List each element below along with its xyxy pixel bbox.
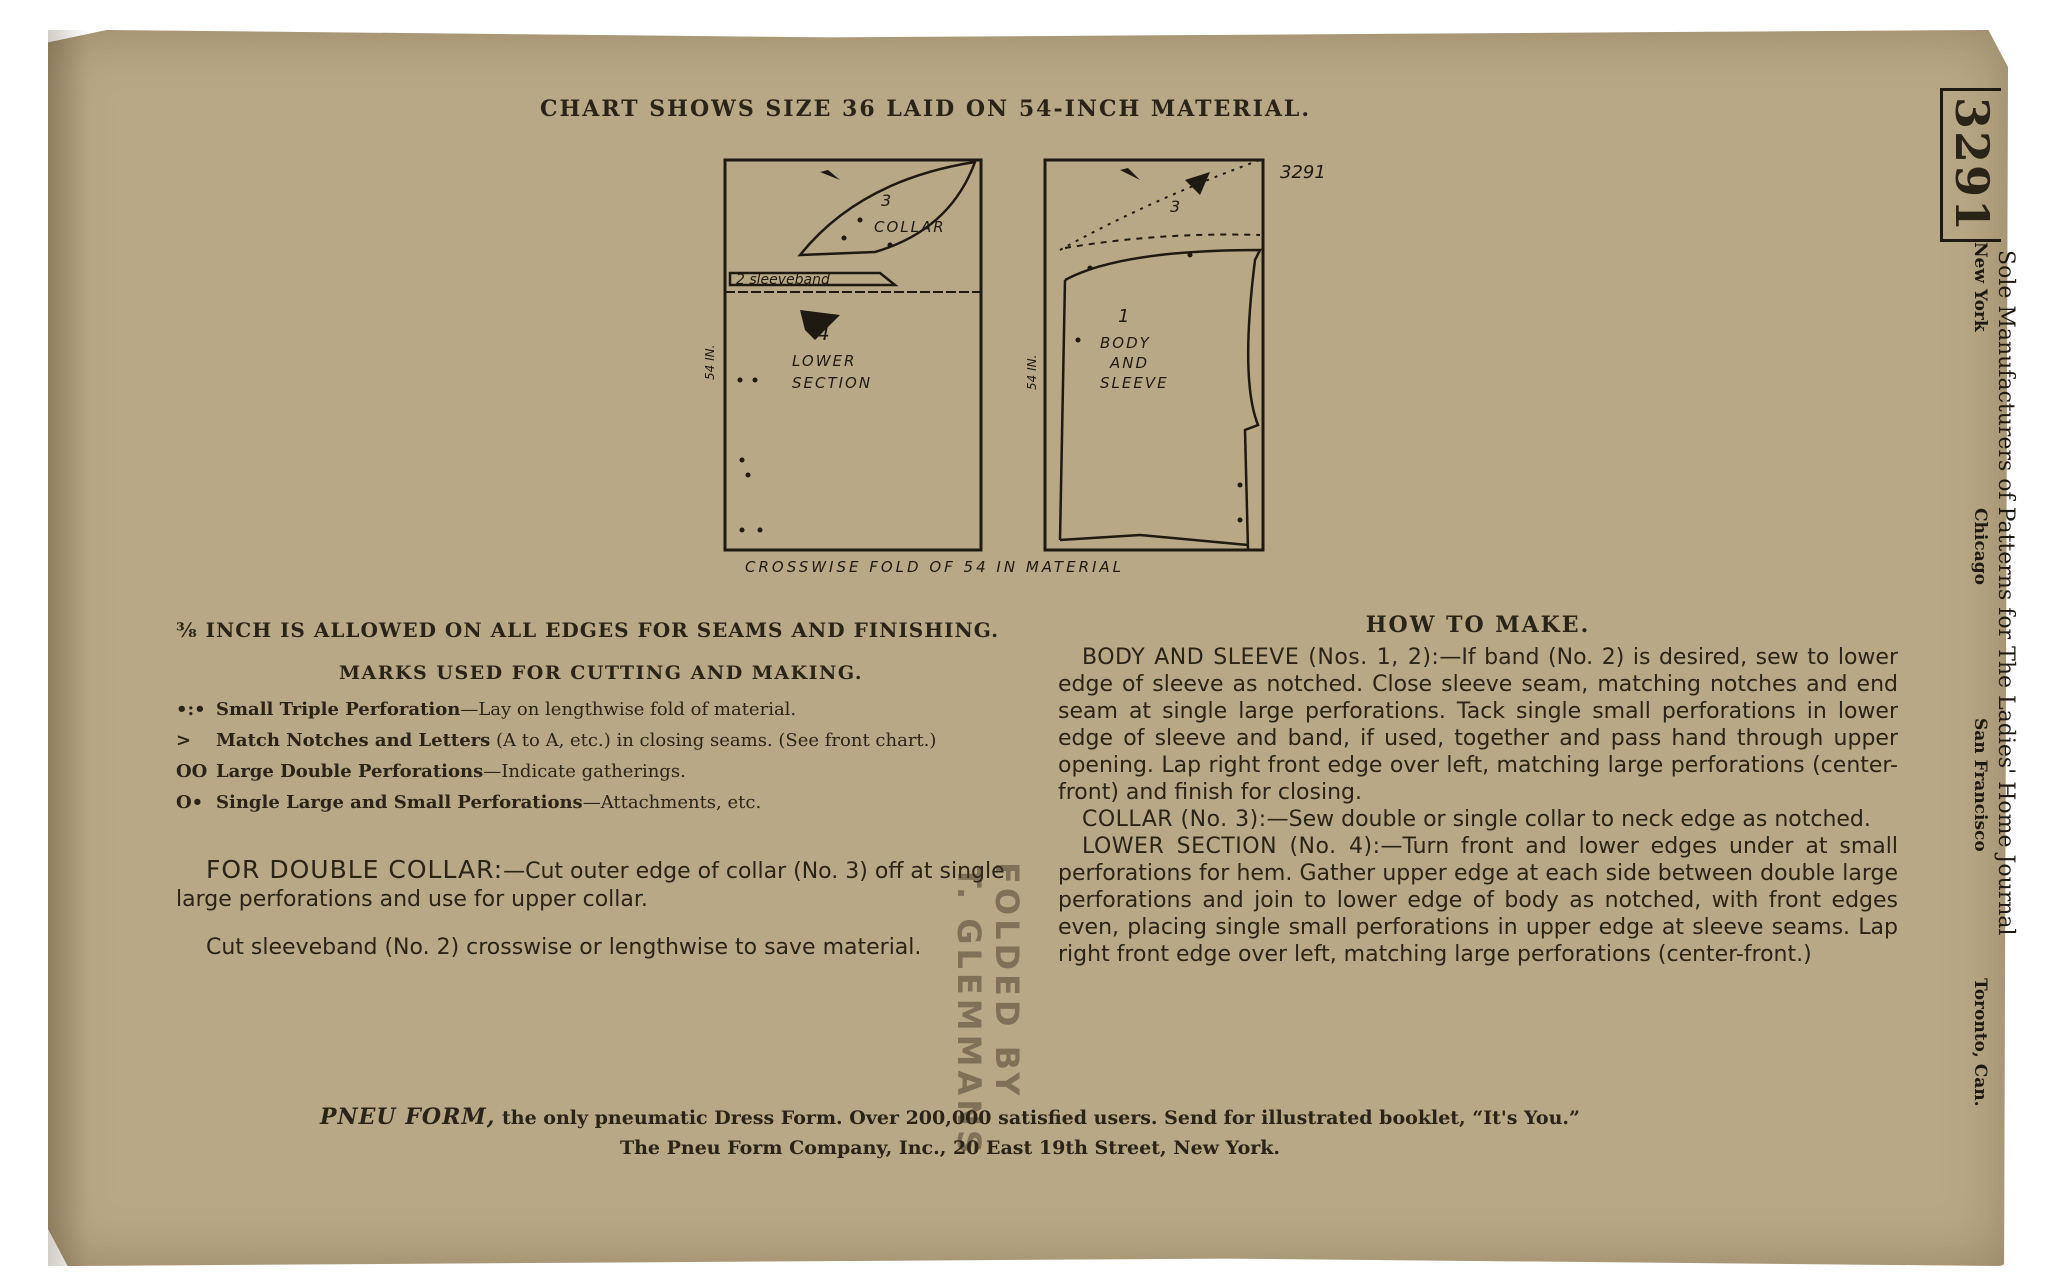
manufacturer-side-text bbox=[1938, 242, 2028, 1150]
seam-allowance-note: ⅜ INCH IS ALLOWED ON ALL EDGES FOR SEAMS AND FINISHING. bbox=[176, 618, 1000, 642]
instruction-head: BODY AND SLEEVE (Nos. 1, 2): bbox=[1082, 645, 1440, 670]
footer-line-2: The Pneu Form Company, Inc., 20 East 19th Street, New York. bbox=[619, 1137, 1281, 1159]
collar-mark bbox=[820, 170, 840, 180]
right-panel bbox=[1025, 160, 1326, 550]
double-collar-text: —Cut outer edge of collar (No. 3) off at single large perforations and use for upper collar. bbox=[176, 859, 1005, 912]
mark-item bbox=[176, 727, 1026, 754]
notch-symbol: > bbox=[176, 730, 192, 751]
fold-dotted-line bbox=[1065, 235, 1260, 248]
mark-description: (A to A, etc.) in closing seams. (See front chart.) bbox=[490, 730, 937, 751]
manufacturers-line: Sole Manufacturers of Patterns for The Ladies' Home Journal bbox=[1993, 250, 2018, 936]
lower-label-1: LOWER bbox=[792, 352, 857, 370]
body-label-1: BODY bbox=[1100, 334, 1151, 352]
layout-diagram bbox=[700, 140, 1340, 580]
diagram-pattern-number: 3291 bbox=[1280, 162, 1326, 183]
left-side-label: 54 IN. bbox=[703, 344, 717, 380]
how-to-make-title: HOW TO MAKE. bbox=[1365, 612, 1591, 638]
instruction-text: —Sew double or single collar to neck edge as notched. bbox=[1266, 807, 1871, 832]
instruction-head: LOWER SECTION (No. 4): bbox=[1082, 834, 1381, 859]
body-piece bbox=[1065, 250, 1260, 550]
pattern-number: 3291 bbox=[1945, 96, 1999, 234]
right-side-label: 54 IN. bbox=[1025, 354, 1039, 390]
mark-item bbox=[176, 758, 1026, 785]
footer-line-1 bbox=[300, 1102, 1600, 1133]
mark-description: —Attachments, etc. bbox=[582, 792, 762, 813]
mark-item bbox=[176, 696, 1026, 723]
how-to-make-column bbox=[1058, 612, 1898, 968]
mark-term: Small Triple Perforation bbox=[216, 699, 461, 720]
double-collar-lead: FOR DOUBLE COLLAR: bbox=[206, 855, 504, 884]
left-column bbox=[176, 616, 1026, 962]
instruction-text: —If band (No. 2) is desired, sew to lower edge of sleeve as notched. Close sleeve seam, matching notches and end seam at single large perforations. Tack single small perforations in lower edge of sleeve and band, if used, together and pass hand through upper opening. Lap right front edge over left, matching large perforations (center-front) and finish for closing. bbox=[1058, 645, 1898, 805]
brand-name: PNEU FORM, bbox=[320, 1104, 496, 1130]
collar-label: COLLAR bbox=[874, 218, 946, 236]
mark-description: —Indicate gatherings. bbox=[483, 761, 686, 782]
instruction-text: —Turn front and lower edges under at small perforations for hem. Gather upper edge at each side between double large perforations and join to lower edge of body as notched, with front edges even, placing single small perforations in upper edge at sleeve seams. Lap right front edge over left, matching large perforations (center-front.) bbox=[1058, 834, 1898, 967]
body-label-3: SLEEVE bbox=[1100, 374, 1169, 392]
sleeveband-note: Cut sleeveband (No. 2) crosswise or lengthwise to save material. bbox=[206, 935, 922, 960]
marks-heading: MARKS USED FOR CUTTING AND MAKING. bbox=[338, 662, 863, 684]
mark-description: —Lay on lengthwise fold of material. bbox=[460, 699, 797, 720]
city-toronto: Toronto, Can. bbox=[1970, 978, 1990, 1107]
folded-by-stamp bbox=[948, 862, 1058, 1158]
pattern-number-box bbox=[1940, 88, 2001, 242]
instruction-body-sleeve bbox=[1058, 644, 1898, 806]
left-collar-number: 3 bbox=[881, 191, 892, 210]
instruction-lower-section bbox=[1058, 833, 1898, 968]
chart-title: CHART SHOWS SIZE 36 LAID ON 54-INCH MATERIAL. bbox=[540, 96, 1312, 122]
fold-label: CROSSWISE FOLD OF 54 IN MATERIAL bbox=[745, 558, 1125, 576]
city-new-york: New York bbox=[1970, 242, 1990, 332]
double-perforation-symbol: OO bbox=[176, 761, 208, 782]
right-panel-frame bbox=[1045, 160, 1263, 550]
instruction-head: COLLAR (No. 3): bbox=[1082, 807, 1267, 832]
mark-term: Match Notches and Letters bbox=[216, 730, 491, 751]
city-chicago: Chicago bbox=[1970, 508, 1990, 585]
sleeveband-label: 2 sleeveband bbox=[736, 272, 830, 288]
lower-number: 4 bbox=[817, 321, 830, 345]
double-collar-note bbox=[176, 856, 1026, 914]
city-san-francisco: San Francisco bbox=[1970, 718, 1990, 852]
body-number: 1 bbox=[1118, 306, 1130, 327]
right-collar-mark bbox=[1185, 172, 1210, 195]
right-collar-number: 3 bbox=[1170, 197, 1181, 216]
stamp-line-1: FOLDED BY bbox=[988, 862, 1026, 1100]
advertisement-footer bbox=[300, 1102, 1600, 1163]
body-label-2: AND bbox=[1110, 354, 1150, 372]
marks-list bbox=[176, 696, 1026, 816]
single-perforation-symbol: O• bbox=[176, 792, 204, 813]
stamp-line-2: T. GLEMMANS bbox=[950, 866, 988, 1158]
mark-term: Large Double Perforations bbox=[216, 761, 484, 782]
mark-term: Single Large and Small Perforations bbox=[216, 792, 583, 813]
footer-tagline: the only pneumatic Dress Form. Over 200,000 satisfied users. Send for illustrated booklet, “It's You.” bbox=[495, 1107, 1580, 1129]
mark-item bbox=[176, 789, 1026, 816]
instruction-collar bbox=[1058, 806, 1898, 833]
left-panel bbox=[703, 160, 981, 550]
lower-label-2: SECTION bbox=[792, 374, 873, 392]
triple-perforation-symbol: •:• bbox=[176, 699, 206, 720]
envelope-edge-shadow bbox=[48, 30, 88, 1266]
collar-dotted-line bbox=[1060, 160, 1260, 250]
